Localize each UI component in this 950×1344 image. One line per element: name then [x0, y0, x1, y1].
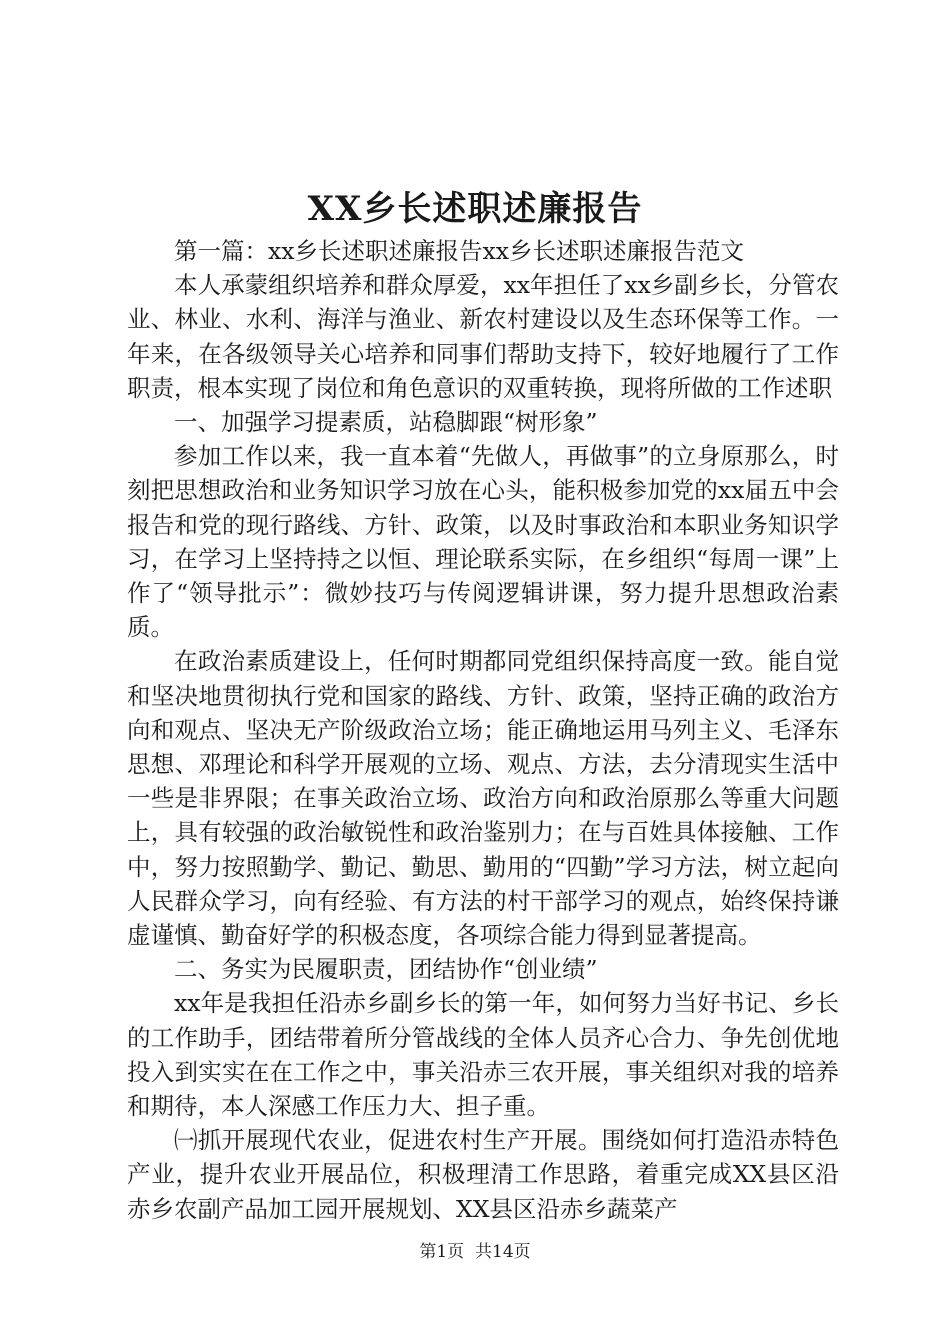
body-paragraph: xx年是我担任沿赤乡副乡长的第一年，如何努力当好书记、乡长的工作助手，团结带着所分管战线的全体人员齐心合力、争先创优地投入到实实在在工作之中，事关沿赤三农开展，事关组织对我的培养和期待，本人深感工作压力大、担子重。	[127, 989, 839, 1121]
section-heading: 二、务实为民履职责，团结协作“创业绩”	[174, 955, 598, 984]
section-heading: 第一篇：xx乡长述职述廉报告xx乡长述职述廉报告范文	[174, 237, 745, 265]
section-heading: 一、加强学习提素质，站稳脚跟“树形象”	[174, 408, 598, 437]
page-total: 共14页	[475, 1242, 531, 1262]
body-paragraph: 在政治素质建设上，任何时期都同党组织保持高度一致。能自觉和坚决地贯彻执行党和国家的路线、方针、政策，坚持正确的政治方向和观点、坚决无产阶级政治立场；能正确地运用马列主义、毛泽东思想、邓理论和科学开展观的立场、观点、方法，去分清现实生活中一些是非界限；在事关政治立场、政治方向和政治原那么等重大问题上，具有较强的政治敏锐性和政治鉴别力；在与百姓具体接触、工作中，努力按照勤学、勤记、勤思、勤用的“四勤”学习方法，树立起向人民群众学习，向有经验、有方法的村干部学习的观点，始终保持谦虚谨慎、勤奋好学的积极态度，各项综合能力得到显著提高。	[127, 647, 839, 950]
document-title: XX乡长述职述廉报告	[307, 189, 643, 229]
body-paragraph: 本人承蒙组织培养和群众厚爱，xx年担任了xx乡副乡长，分管农业、林业、水利、海洋与渔业、新农村建设以及生态环保等工作。一年来，在各级领导关心培养和同事们帮助支持下，较好地履行了工作职责，根本实现了岗位和角色意识的双重转换，现将所做的工作述职	[127, 271, 839, 402]
page-footer	[0, 1240, 950, 1264]
page-number: 第1页	[419, 1242, 465, 1262]
document-body	[127, 234, 839, 1226]
body-paragraph: 参加工作以来，我一直本着“先做人，再做事”的立身原那么，时刻把思想政治和业务知识学习放在心头，能积极参加党的xx届五中会报告和党的现行路线、方针、政策，以及时事政治和本职业务知识学习，在学习上坚持持之以恒、理论联系实际，在乡组织“每周一课”上作了“领导批示”：微妙技巧与传阅逻辑讲课，努力提升思想政治素质。	[127, 442, 839, 642]
body-paragraph: ㈠抓开展现代农业，促进农村生产开展。围绕如何打造沿赤特色产业，提升农业开展品位，积极理清工作思路，着重完成XX县区沿赤乡农副产品加工园开展规划、XX县区沿赤乡蔬菜产	[127, 1126, 839, 1223]
